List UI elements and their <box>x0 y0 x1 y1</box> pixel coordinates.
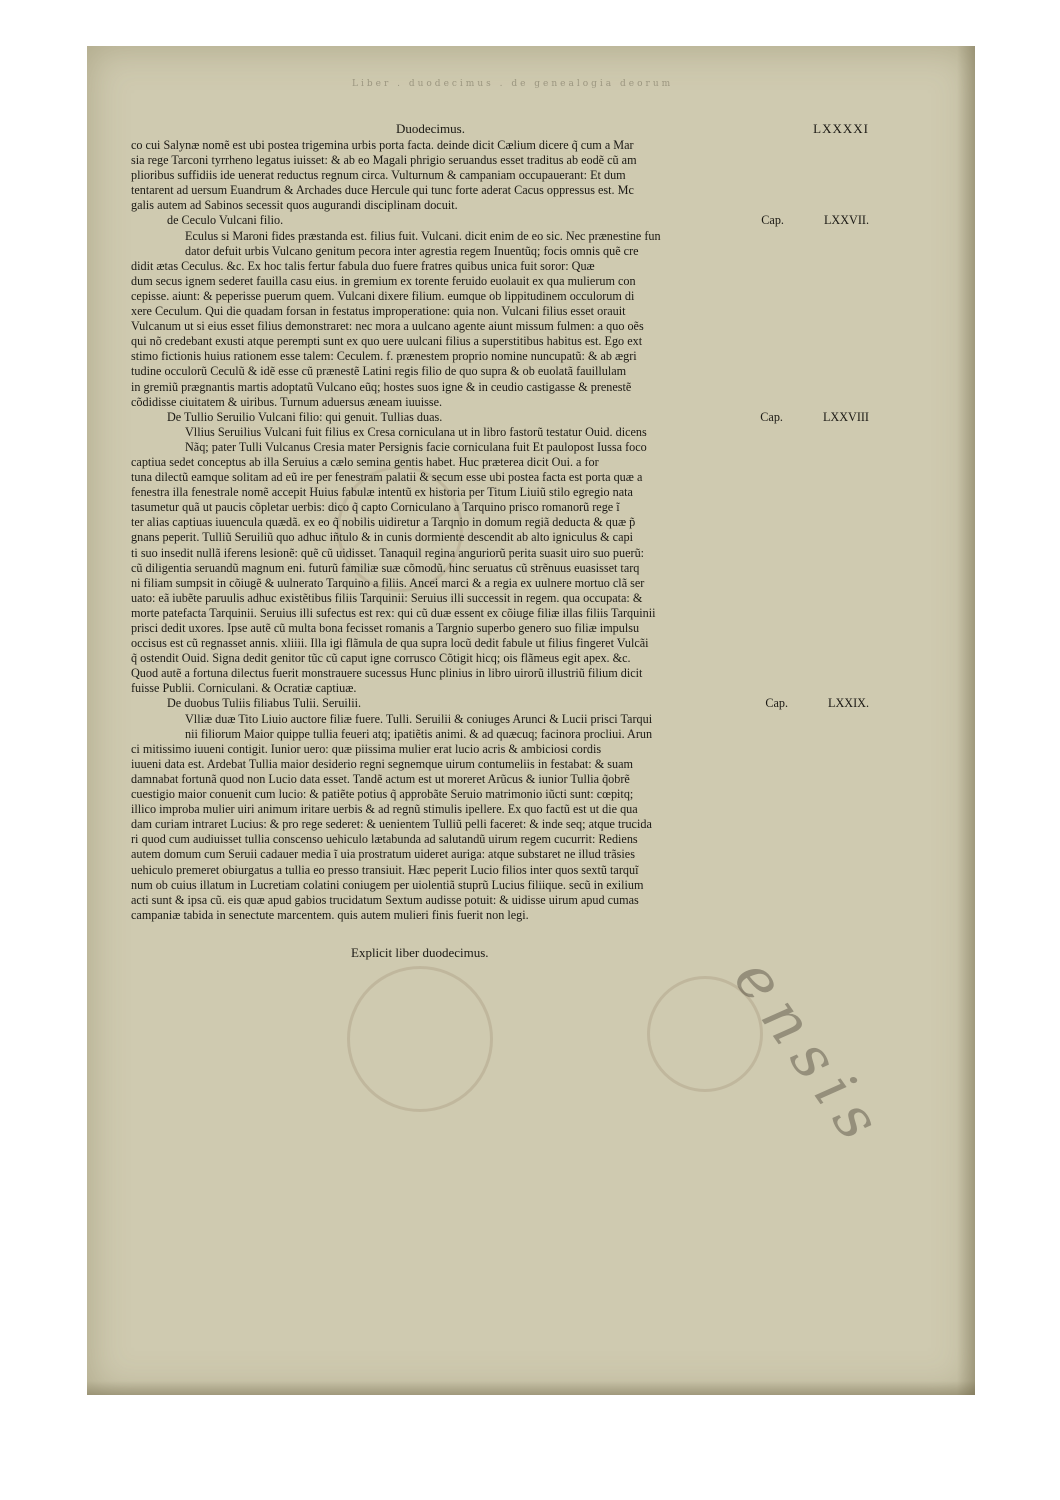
text-line: prisci dedit uxores. Ipse autẽ cũ multa bona fecisset romanis a Targnio superbo genero suo filiæ impulsu <box>131 621 640 635</box>
text-line: morte patefacta Tarquinii. Seruius illi sufectus est rex: qui cũ duæ essent ex cõiuge filiæ illas filiis Tarquinii <box>131 605 656 620</box>
text-line: plioribus suffidiis ide uenerat reductus regnum circa. Vulturnum & campaniam occupauerant: Et dum <box>131 168 626 183</box>
text-line: iuueni data est. Ardebat Tullia maior desiderio regni segnemque uirum contumeliis in festabat: & suam <box>131 756 633 771</box>
header-title: Duodecimus. <box>396 121 465 136</box>
chapter-title: De Tullio Seruilio Vulcani filio: qui genuit. Tullias duas. <box>167 409 443 424</box>
text-line: tentarent ad uersum Euandrum & Archades duce Hercule qui tunc forte aderat Cacus oppressus est. Mc <box>131 183 634 198</box>
chapter-number <box>761 213 869 228</box>
chapter-roman-numeral: LXXVIII <box>822 409 869 424</box>
page-edge-shadow <box>87 1381 975 1395</box>
text-line: stimo fictionis huius rationem esse talem: Ceculem. f. prænestem proprio nomine nuncupatũ: & ab ægri <box>131 349 637 364</box>
text-line: galis autem ad Sabinos secessit quos augurandi disciplinam docuit. <box>131 198 458 213</box>
text-line: tuna dilectũ eamque solitam ad eũ ire per fenestram palatii & secum esse ubi postea facta est porta quæ a <box>131 470 643 485</box>
text-line: num ob cuius illatum in Lucretiam colatini coniugem per uiolentiã stuprũ Lucius filiique. secũ in exilium <box>131 877 644 892</box>
handwritten-annotation: ensis <box>719 946 901 1163</box>
chapter-heading <box>131 410 869 425</box>
text-line: dator defuit urbis Vulcano genitum pecora inter agrestia regem Inuentũq; focis omnis quẽ cre <box>185 243 639 258</box>
text-line: fenestra illa fenestrale nomẽ accepit Huius fabulæ intentũ ex historia per Titum Liuiũ stilo egregio nata <box>131 485 633 500</box>
chapter-cap-label: Cap. <box>760 409 783 424</box>
library-stamp-bleed <box>347 966 493 1112</box>
text-line: autem domum cum Seruii cadauer media ĩ uia prostratum uideret auriga: atque substaret ne illud trãsies <box>131 847 635 862</box>
chapter-cap-label: Cap. <box>765 696 789 711</box>
bleed-through-header: Liber . duodecimus . de genealogia deorum <box>352 79 674 89</box>
page-edge-shadow <box>957 46 975 1395</box>
text-line: dam curiam intraret Lucius: & pro rege sederet: & uenientem Tulliũ pelli faceret: & inde seq; atque trucida <box>131 817 652 832</box>
text-line: cuestigio maior conuenit cum lucio: & patiẽte potius q̃ approbãte Seruio matrimonio iũcti sunt: cœpitq; <box>131 787 634 802</box>
text-line: ci mitissimo iuueni contigit. Iunior uero: quæ piissima mulier erat lucio acris & ambiciosi cordis <box>131 741 602 756</box>
text-line: ni filiam sumpsit in cõiugẽ & uulnerato Tarquino a filiis. Ancei marci & a regia ex uulnere mortuo clã ser <box>131 575 645 590</box>
text-line: in gremiũ prægnantis martis adoptatũ Vulcano eũq; hostes suos igne & in ceudio castigasse & prenestẽ <box>131 379 632 394</box>
text-line: damnabat fortunã quod non Lucio data esset. Tandẽ actum est ut moreret Arũcus & iunior Tullia q̃obrẽ <box>131 771 630 786</box>
text-line: Vllius Seruilius Vulcani fuit filius ex Cresa corniculana ut in libro fastorũ testatur Ouid. dicens <box>185 424 647 439</box>
running-header <box>131 121 869 138</box>
chapter-number <box>760 410 869 425</box>
manuscript-page <box>87 46 975 1395</box>
text-line: Eculus si Maroni fides præstanda est. filius fuit. Vulcani. dicit enim de eo sic. Nec prænestine fun <box>185 228 661 243</box>
text-line: q̃ ostendit Ouid. Signa dedit genitor tũc cũ caput igne corrusco Cõtigit hicq; ois flãmeus egit apex. &c. <box>131 651 631 666</box>
text-line: uato: eã iubẽte paruulis adhuc existẽtibus filiis Tarquinii: Seruius illi successit in regem. qua occupata: & <box>131 590 643 605</box>
text-line: captiua sedet conceptus ab illa Seruius a cælo semina gentis habet. Huc præterea dicit Oui. a for <box>131 454 599 469</box>
text-line: tudine occulorũ Ceculũ & idẽ esse cũ prænestẽ Latini regis filio de quo supra & ob euolatã fauillulam <box>131 364 627 379</box>
text-line: campaniæ tabida in senectute marcentem. quis autem mulieri finis fuerit non legi. <box>131 907 529 922</box>
chapter-title: de Ceculo Vulcani filio. <box>167 213 284 228</box>
text-line: dum secus ignem sederet fauilla casu eius. in gremium ex torente feruido euolauit ex qua mulierum con <box>131 273 636 288</box>
text-line: acti sunt & ipsa cũ. eis quæ apud gabios trucidatum Sextum audisse potuit: & uidisse uirum apud cumas <box>131 892 639 907</box>
text-line: occisus est cũ regnasset annis. xliiii. Illa igi flãmula de qua supra locũ dedit fabule ut filius fingeret Vulcãi <box>131 636 649 651</box>
folio-number: LXXXXI <box>813 121 869 136</box>
text-line: nii filiorum Maior quippe tullia feueri atq; ipatiẽtis animi. & ad quæcuq; facinora procliui. Arun <box>185 726 653 741</box>
text-line: Quod autẽ a fortuna dilectus fuerit monstrauere sucessus Hunc plinius in libro uirorũ illustriũ filium dicit <box>131 666 643 681</box>
text-line: uehiculo premeret obiurgatus a tullia eo presso transiuit. Hæc peperit Lucio filios inter quos sextũ tarquĩ <box>131 862 639 877</box>
text-line: ri quod cum audiuisset tullia conscenso uehiculo lætabunda ad salutandũ uirum regem cucurrit: Rediens <box>131 832 638 847</box>
text-line: Vulcanum ut si eius esset filius demonstraret: nec mora a uulcano agente aiunt missum fulmen: a quo oẽs <box>131 319 644 334</box>
text-line: Nãq; pater Tulli Vulcanus Cresia mater Persignis facie corniculana fuit Et paulopost Iussa foco <box>185 439 647 454</box>
text-block <box>131 121 869 960</box>
text-line: qui nõ credebant exusti atque perempti sunt ex quo uere uulcani filius a superstitibus habitus est. Ego ext <box>131 334 643 349</box>
text-line: sia rege Tarconi tyrrheno legatus iuisset: & ab eo Magali phrigio seruandus esset traditus ab eodẽ cũ am <box>131 153 637 168</box>
chapter-roman-numeral: LXXIX. <box>828 696 869 711</box>
chapter-heading <box>131 213 869 228</box>
text-line: cepisse. aiunt: & peperisse puerum quem. Vulcani dixere filium. eumque ob lippitudinem occulorum di <box>131 288 635 303</box>
text-line: gnans peperit. Tulliũ Seruiliũ quo adhuc iñtulo & in cunis dormiente descendit ab alto igniculus & capi <box>131 530 633 545</box>
chapter-roman-numeral: LXXVII. <box>823 213 869 228</box>
explicit-line: Explicit liber duodecimus. <box>351 944 489 960</box>
text-line: tasumetur quã ut paucis cõpletar uerbis: dico q̃ capto Corniculano a Tarquino prisco romanorũ rege ĩ <box>131 500 620 515</box>
text-line: xere Ceculum. Qui die quadam forsan in festatus improperatione: quia non. Vulcani filius esset orauit <box>131 304 626 319</box>
text-line: cũ diligentia seruandũ magnum eni. futurũ familiæ suæ cõmodũ. hinc seruatus cũ strẽnuus euasisset tarq <box>131 560 640 575</box>
text-line: didit ætas Ceculus. &c. Ex hoc talis fertur fabula duo fuere fratres quibus unica fuit soror: Quæ <box>131 258 595 273</box>
chapter-cap-label: Cap. <box>761 213 784 228</box>
text-line: co cui Salynæ nomẽ est ubi postea trigemina urbis porta facta. deinde dicit Cælium dicere q̃ cum a Mar <box>131 138 634 152</box>
chapter-title: De duobus Tuliis filiabus Tulii. Seruilii. <box>167 696 362 711</box>
body-text <box>131 138 869 923</box>
text-line: Vlliæ duæ Tito Liuio auctore filiæ fuere. Tulli. Seruilii & coniuges Arunci & Lucii prisci Tarqui <box>185 711 653 726</box>
text-line: fuisse Publii. Corniculani. & Ocratiæ captiuæ. <box>131 681 357 696</box>
text-line: illico improba mulier uiri animum iritare uerbis & ad regnũ stimulis ipellere. Ex quo factũ est ut die qua <box>131 802 638 817</box>
chapter-heading <box>131 696 869 711</box>
chapter-number <box>765 696 869 711</box>
text-line: cõdidisse ciuitatem & uiribus. Turnum aduersus æneam iuuisse. <box>131 394 443 409</box>
text-line: ti suo insedit nullã iferens lesionẽ: quẽ cũ uidisset. Tanaquil regina anguriorũ perita suasit uiro suo puerũ: <box>131 545 645 560</box>
text-line: ter alias captiuas iuuencula quædã. ex eo q̃ nobilis uidiretur a Tarqnio in domum regiã deducta & quæ p̃ <box>131 515 636 530</box>
